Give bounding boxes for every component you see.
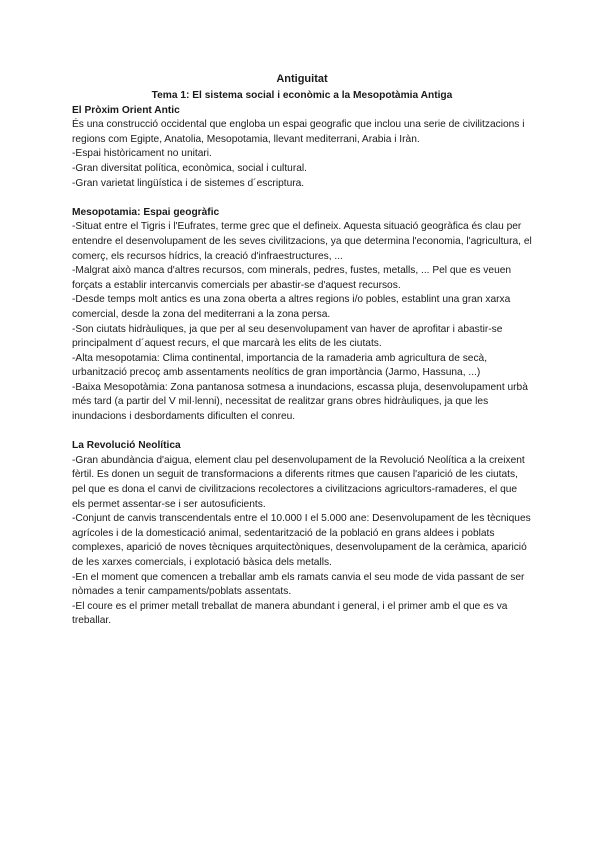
paragraph: -Alta mesopotamia: Clima continental, importancia de la ramaderia amb agricultura de secà, urbanització precoç amb assentaments neolítics de gran importància (Jarmo, Hassuna, ...) bbox=[72, 352, 488, 379]
document-title: Antiguitat bbox=[276, 73, 328, 85]
paragraph: -Gran varietat lingüística i de sistemes d´escriptura. bbox=[72, 177, 305, 189]
section-heading-mesopotamia: Mesopotamia: Espai geogràfic bbox=[72, 206, 220, 218]
paragraph: -Gran abundància d'aigua, element clau pel desenvolupament de la Revolució Neolítica a la creixent fèrtil. Es donen un seguit de transformacions a diferents ritmes que causen l'aparició de les ciutats, pel que es dona el canvi de civilitzacions recolectores a civilitzacions agricultors-ramaderes, el que els permet assentar-se i ser autosuficients. bbox=[72, 454, 525, 510]
section-spacer bbox=[72, 191, 532, 206]
paragraph: És una construcció occidental que engloba un espai geografic que inclou una serie de civilitzacions i regions com Egipte, Anatolia, Mesopotamia, llevant mediterrani, Arabia i Iràn. bbox=[72, 119, 525, 145]
paragraph: -Espai històricament no unitari. bbox=[72, 148, 212, 160]
section-spacer bbox=[72, 425, 532, 440]
paragraph: -En el moment que comencen a treballar amb els ramats canvia el seu mode de vida passant de ser nòmades a tenir campaments/poblats assentats. bbox=[72, 571, 525, 598]
document-subtitle: Tema 1: El sistema social i econòmic a la Mesopotàmia Antiga bbox=[151, 90, 453, 101]
section-heading-revolucio-neolitica: La Revolució Neolítica bbox=[72, 440, 181, 452]
paragraph: -Gran diversitat política, econòmica, social i cultural. bbox=[72, 162, 307, 174]
paragraph: -Situat entre el Tigris i l'Eufrates, terme grec que el defineix. Aquesta situació geogràfica és clau per entendre el desenvolupament de les seves civilitzacions, ya que determina l'economia, l'agricultura, el comerç, els recursos hídrics, la creació d'infraestructures, ... bbox=[72, 221, 532, 262]
paragraph: -Conjunt de canvis transcendentals entre el 10.000 I el 5.000 ane: Desenvolupament de les tècniques agrícoles i de la domesticació animal, sedentarització de la població en grans aldees i poblats complexes, aparició de noves tècniques arquitectòniques, desenvolupament de la ceràmica, aparició de les xarxes comercials, i explotació bàsica dels metalls. bbox=[72, 513, 531, 568]
section-heading-proxim-orient: El Pròxim Orient Antic bbox=[72, 104, 180, 116]
paragraph: -Desde temps molt antics es una zona oberta a altres regions i/o pobles, establint una gran xarxa comercial, desde la zona del mediterrani a la zona persa. bbox=[72, 294, 511, 320]
paragraph: -Baixa Mesopotàmia: Zona pantanosa sotmesa a inundacions, escassa pluja, desenvolupament urbà més tard (a partir del V mil·lenni), necessitat de realitzar grans obres hidràuliques, ja que les inundacions i desbordaments dificulten el conreu. bbox=[72, 381, 528, 423]
paragraph: -El coure es el primer metall treballat de manera abundant i general, i el primer amb el que es va treballar. bbox=[72, 600, 508, 627]
document-page bbox=[72, 72, 532, 629]
paragraph: -Malgrat això manca d'altres recursos, com minerals, pedres, fustes, metalls, ... Pel que es veuen forçats a establir intercanvis comercials per abastir-se d'aquest recursos. bbox=[72, 265, 512, 291]
paragraph: -Son ciutats hidràuliques, ja que per al seu desenvolupament van haver de aprofitar i abastir-se principalment d´aquest recurs, el que marcarà les elits de les ciutats. bbox=[72, 323, 503, 350]
